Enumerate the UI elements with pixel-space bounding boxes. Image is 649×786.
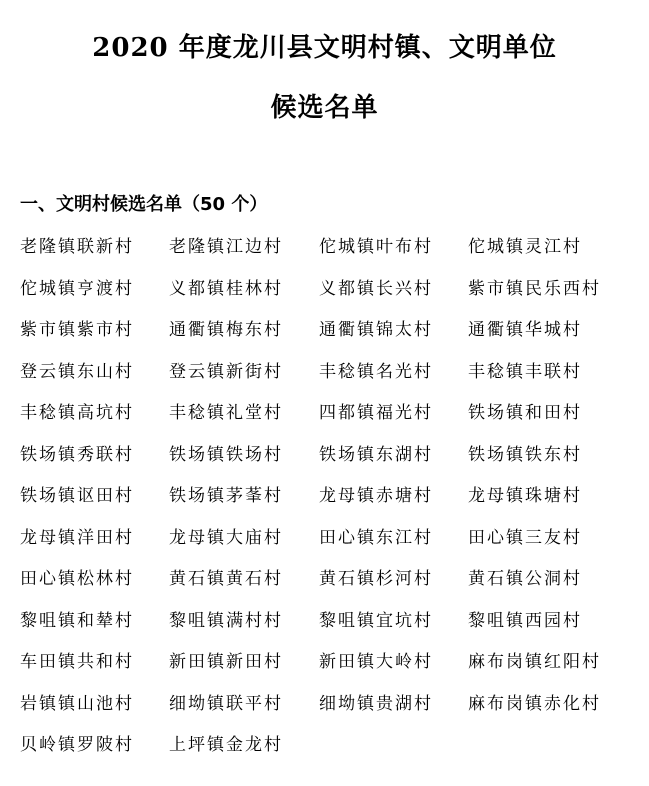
village-list-item: 贝岭镇罗陂村 [20, 735, 134, 755]
village-list-item: 铁场镇秀联村 [20, 444, 134, 465]
village-list-item: 铁场镇东湖村 [319, 444, 433, 465]
village-list-item: 铁场镇讴田村 [20, 486, 134, 506]
village-list-item: 麻布岗镇赤化村 [468, 693, 601, 714]
village-list-item: 铁场镇茅莑村 [169, 486, 283, 506]
village-list-item: 黄石镇黄石村 [169, 569, 283, 589]
village-list-item: 通衢镇华城村 [468, 320, 582, 340]
village-list-item: 铁场镇铁场村 [169, 444, 283, 465]
village-list-item: 佗城镇亨渡村 [20, 278, 134, 299]
document-title-line-2: 候选名单 [270, 93, 379, 123]
document-title-line-1: 2020 年度龙川县文明村镇、文明单位 [92, 33, 557, 63]
village-list-item: 紫市镇紫市村 [20, 320, 134, 340]
village-list-item: 新田镇大岭村 [319, 652, 433, 672]
village-list-item: 丰稔镇名光村 [319, 361, 433, 382]
village-list-item: 丰稔镇高坑村 [20, 403, 134, 423]
village-list-item: 铁场镇和田村 [468, 403, 582, 423]
village-list-item: 义都镇桂林村 [169, 278, 283, 299]
village-list-item: 丰稔镇礼堂村 [169, 403, 283, 423]
village-list-item: 四都镇福光村 [319, 403, 433, 423]
village-list-item: 黄石镇公洞村 [468, 569, 582, 589]
village-list-item: 龙母镇大庙村 [169, 527, 283, 548]
section-heading: 一、文明村候选名单（50 个） [20, 194, 268, 215]
village-list-item: 龙母镇洋田村 [20, 527, 134, 548]
village-list-item: 义都镇长兴村 [319, 278, 433, 299]
village-list-item: 上坪镇金龙村 [169, 735, 283, 755]
village-list-item: 细坳镇联平村 [169, 693, 283, 714]
village-list-item: 岩镇镇山池村 [20, 693, 134, 714]
village-list-item: 黎咀镇西园村 [468, 610, 582, 631]
village-list-item: 铁场镇铁东村 [468, 444, 582, 465]
village-list-item: 紫市镇民乐西村 [468, 278, 601, 299]
village-list-item: 佗城镇灵江村 [468, 237, 582, 257]
village-list-item: 黎咀镇满村村 [169, 610, 283, 631]
village-list-item: 麻布岗镇红阳村 [468, 652, 601, 672]
village-list-item: 龙母镇赤塘村 [319, 486, 433, 506]
village-list-item: 田心镇三友村 [468, 527, 582, 548]
village-list-item: 龙母镇珠塘村 [468, 486, 582, 506]
village-list-item: 丰稔镇丰联村 [468, 361, 582, 382]
village-list-item: 黎咀镇和辇村 [20, 610, 134, 631]
village-list-item: 黄石镇杉河村 [319, 569, 433, 589]
village-list-item: 新田镇新田村 [169, 652, 283, 672]
village-list-item: 老隆镇联新村 [20, 237, 134, 257]
village-list-item: 田心镇东江村 [319, 527, 433, 548]
village-list-item: 车田镇共和村 [20, 652, 134, 672]
village-list-item: 通衢镇梅东村 [169, 320, 283, 340]
village-list-item: 黎咀镇宜坑村 [319, 610, 433, 631]
village-list-item: 通衢镇锦太村 [319, 320, 433, 340]
village-list-item: 老隆镇江边村 [169, 237, 283, 257]
village-list-item: 登云镇东山村 [20, 361, 134, 382]
village-list-item: 田心镇松林村 [20, 569, 134, 589]
village-list-item: 登云镇新街村 [169, 361, 283, 382]
village-list-item: 佗城镇叶布村 [319, 237, 433, 257]
village-list-item: 细坳镇贵湖村 [319, 693, 433, 714]
village-list [20, 234, 640, 774]
